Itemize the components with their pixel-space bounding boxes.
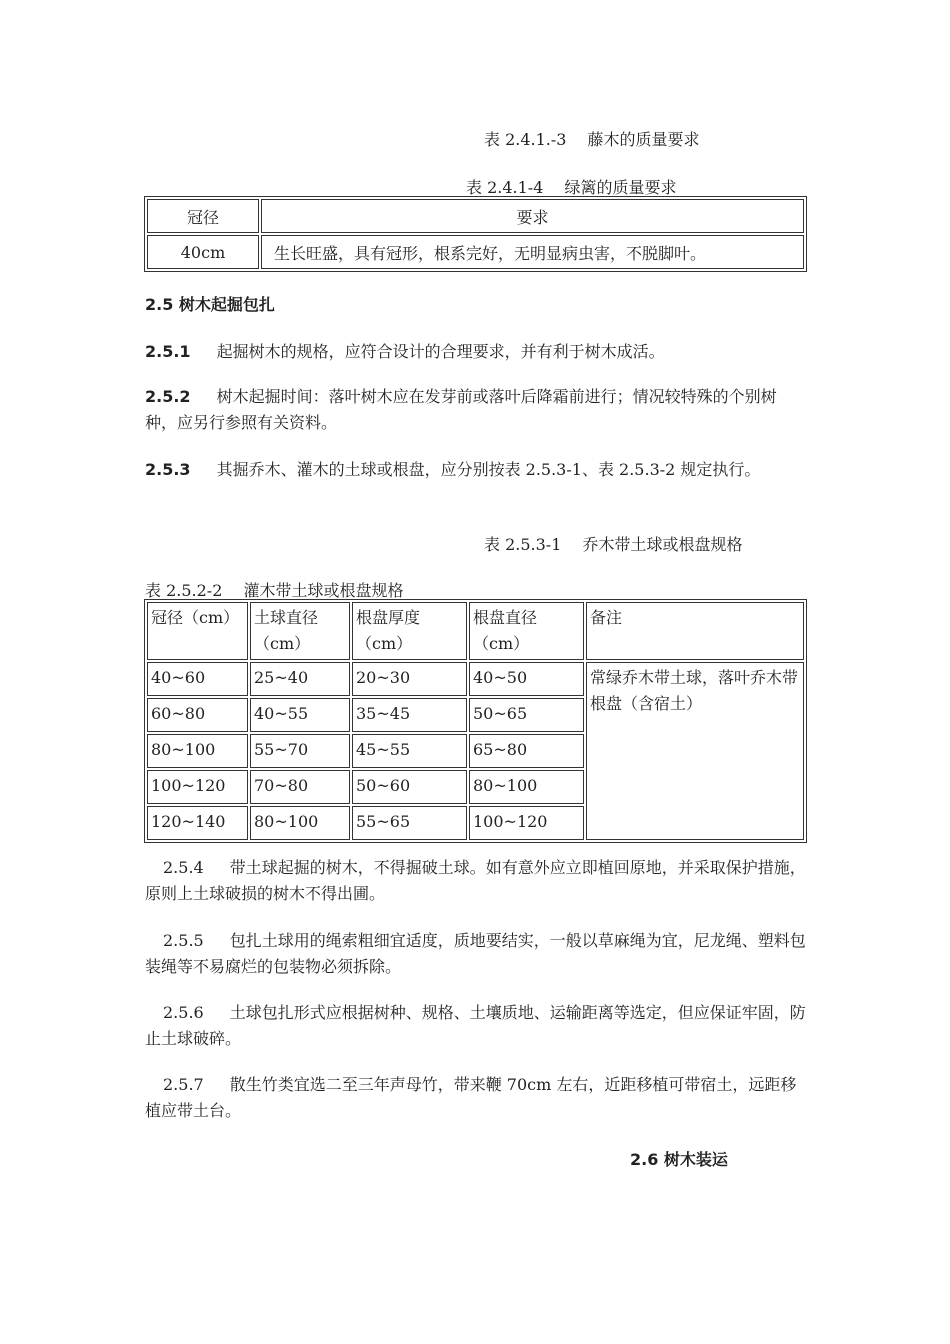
table-caption-2-5-2-2: 表 2.5.2-2 灌木带土球或根盘规格 [145, 581, 404, 600]
clause-number: 2.5.5 [163, 931, 204, 950]
cell-root-diameter: 100~120 [469, 806, 584, 840]
header-ball-diameter: 土球直径（cm） [250, 602, 350, 660]
hedge-quality-table [144, 196, 807, 272]
clause-text: 树木起掘时间：落叶树木应在发芽前或落叶后降霜前进行；情况较特殊的个别树种，应另行参照有关资料。 [145, 387, 777, 432]
paragraph-2-5-3 [145, 457, 807, 483]
cell-root-diameter: 80~100 [469, 770, 584, 804]
section-heading-2-5: 2.5 树木起掘包扎 [145, 295, 275, 314]
table-caption-2-4-1-3: 表 2.4.1.-3 藤木的质量要求 [484, 130, 700, 149]
cell-ball: 70~80 [250, 770, 350, 804]
cell-crown: 60~80 [147, 698, 248, 732]
clause-text: 其掘乔木、灌木的土球或根盘，应分别按表 2.5.3-1、表 2.5.3-2 规定执行。 [216, 460, 761, 479]
clause-text: 散生竹类宜选二至三年声母竹，带来鞭 70cm 左右，近距移植可带宿土，远距移植应带土台。 [145, 1075, 797, 1120]
header-root-thickness: 根盘厚度（cm） [352, 602, 467, 660]
cell-crown-diameter: 40cm [147, 235, 259, 269]
header-crown-diameter: 冠径（cm） [147, 602, 248, 660]
clause-number: 2.5.1 [145, 342, 191, 361]
clause-number: 2.5.4 [163, 858, 204, 877]
clause-text: 起掘树木的规格，应符合设计的合理要求，并有利于树木成活。 [216, 342, 665, 361]
cell-requirement: 生长旺盛，具有冠形，根系完好，无明显病虫害，不脱脚叶。 [261, 235, 804, 269]
paragraph-2-5-4 [145, 855, 807, 907]
paragraph-2-5-7 [145, 1072, 807, 1124]
cell-ball: 25~40 [250, 662, 350, 696]
cell-root-diameter: 40~50 [469, 662, 584, 696]
paragraph-2-5-5 [145, 928, 807, 980]
cell-thickness: 55~65 [352, 806, 467, 840]
cell-crown: 40~60 [147, 662, 248, 696]
table-header-row [147, 602, 804, 660]
cell-thickness: 35~45 [352, 698, 467, 732]
section-heading-2-6: 2.6 树木装运 [630, 1150, 728, 1169]
cell-ball: 40~55 [250, 698, 350, 732]
clause-number: 2.5.7 [163, 1075, 204, 1094]
clause-text: 包扎土球用的绳索粗细宜适度，质地要结实，一般以草麻绳为宜，尼龙绳、塑料包装绳等不易腐烂的包装物必须拆除。 [145, 931, 806, 976]
clause-text: 土球包扎形式应根据树种、规格、土壤质地、运输距离等选定，但应保证牢固，防止土球破碎。 [145, 1003, 806, 1048]
paragraph-2-5-6 [145, 1000, 807, 1052]
cell-thickness: 20~30 [352, 662, 467, 696]
table-header-row [147, 199, 804, 233]
clause-text: 带土球起掘的树木，不得掘破土球。如有意外应立即植回原地，并采取保护措施，原则上土球破损的树木不得出圃。 [145, 858, 806, 903]
table-caption-2-5-3-1: 表 2.5.3-1 乔木带土球或根盘规格 [484, 535, 743, 554]
root-ball-spec-table [144, 599, 807, 843]
paragraph-2-5-1 [145, 339, 807, 365]
table-row [147, 235, 804, 269]
cell-crown: 100~120 [147, 770, 248, 804]
cell-root-diameter: 65~80 [469, 734, 584, 768]
cell-root-diameter: 50~65 [469, 698, 584, 732]
header-crown-diameter: 冠径 [147, 199, 259, 233]
clause-number: 2.5.6 [163, 1003, 204, 1022]
cell-thickness: 50~60 [352, 770, 467, 804]
paragraph-2-5-2 [145, 384, 807, 436]
clause-number: 2.5.2 [145, 387, 191, 406]
cell-ball: 55~70 [250, 734, 350, 768]
header-requirement: 要求 [261, 199, 804, 233]
cell-notes: 常绿乔木带土球，落叶乔木带根盘（含宿土） [586, 662, 804, 840]
cell-crown: 80~100 [147, 734, 248, 768]
cell-ball: 80~100 [250, 806, 350, 840]
header-root-diameter: 根盘直径（cm） [469, 602, 584, 660]
cell-crown: 120~140 [147, 806, 248, 840]
header-notes: 备注 [586, 602, 804, 660]
table-row [147, 662, 804, 696]
table-caption-2-4-1-4: 表 2.4.1-4 绿篱的质量要求 [466, 178, 677, 197]
clause-number: 2.5.3 [145, 460, 191, 479]
cell-thickness: 45~55 [352, 734, 467, 768]
